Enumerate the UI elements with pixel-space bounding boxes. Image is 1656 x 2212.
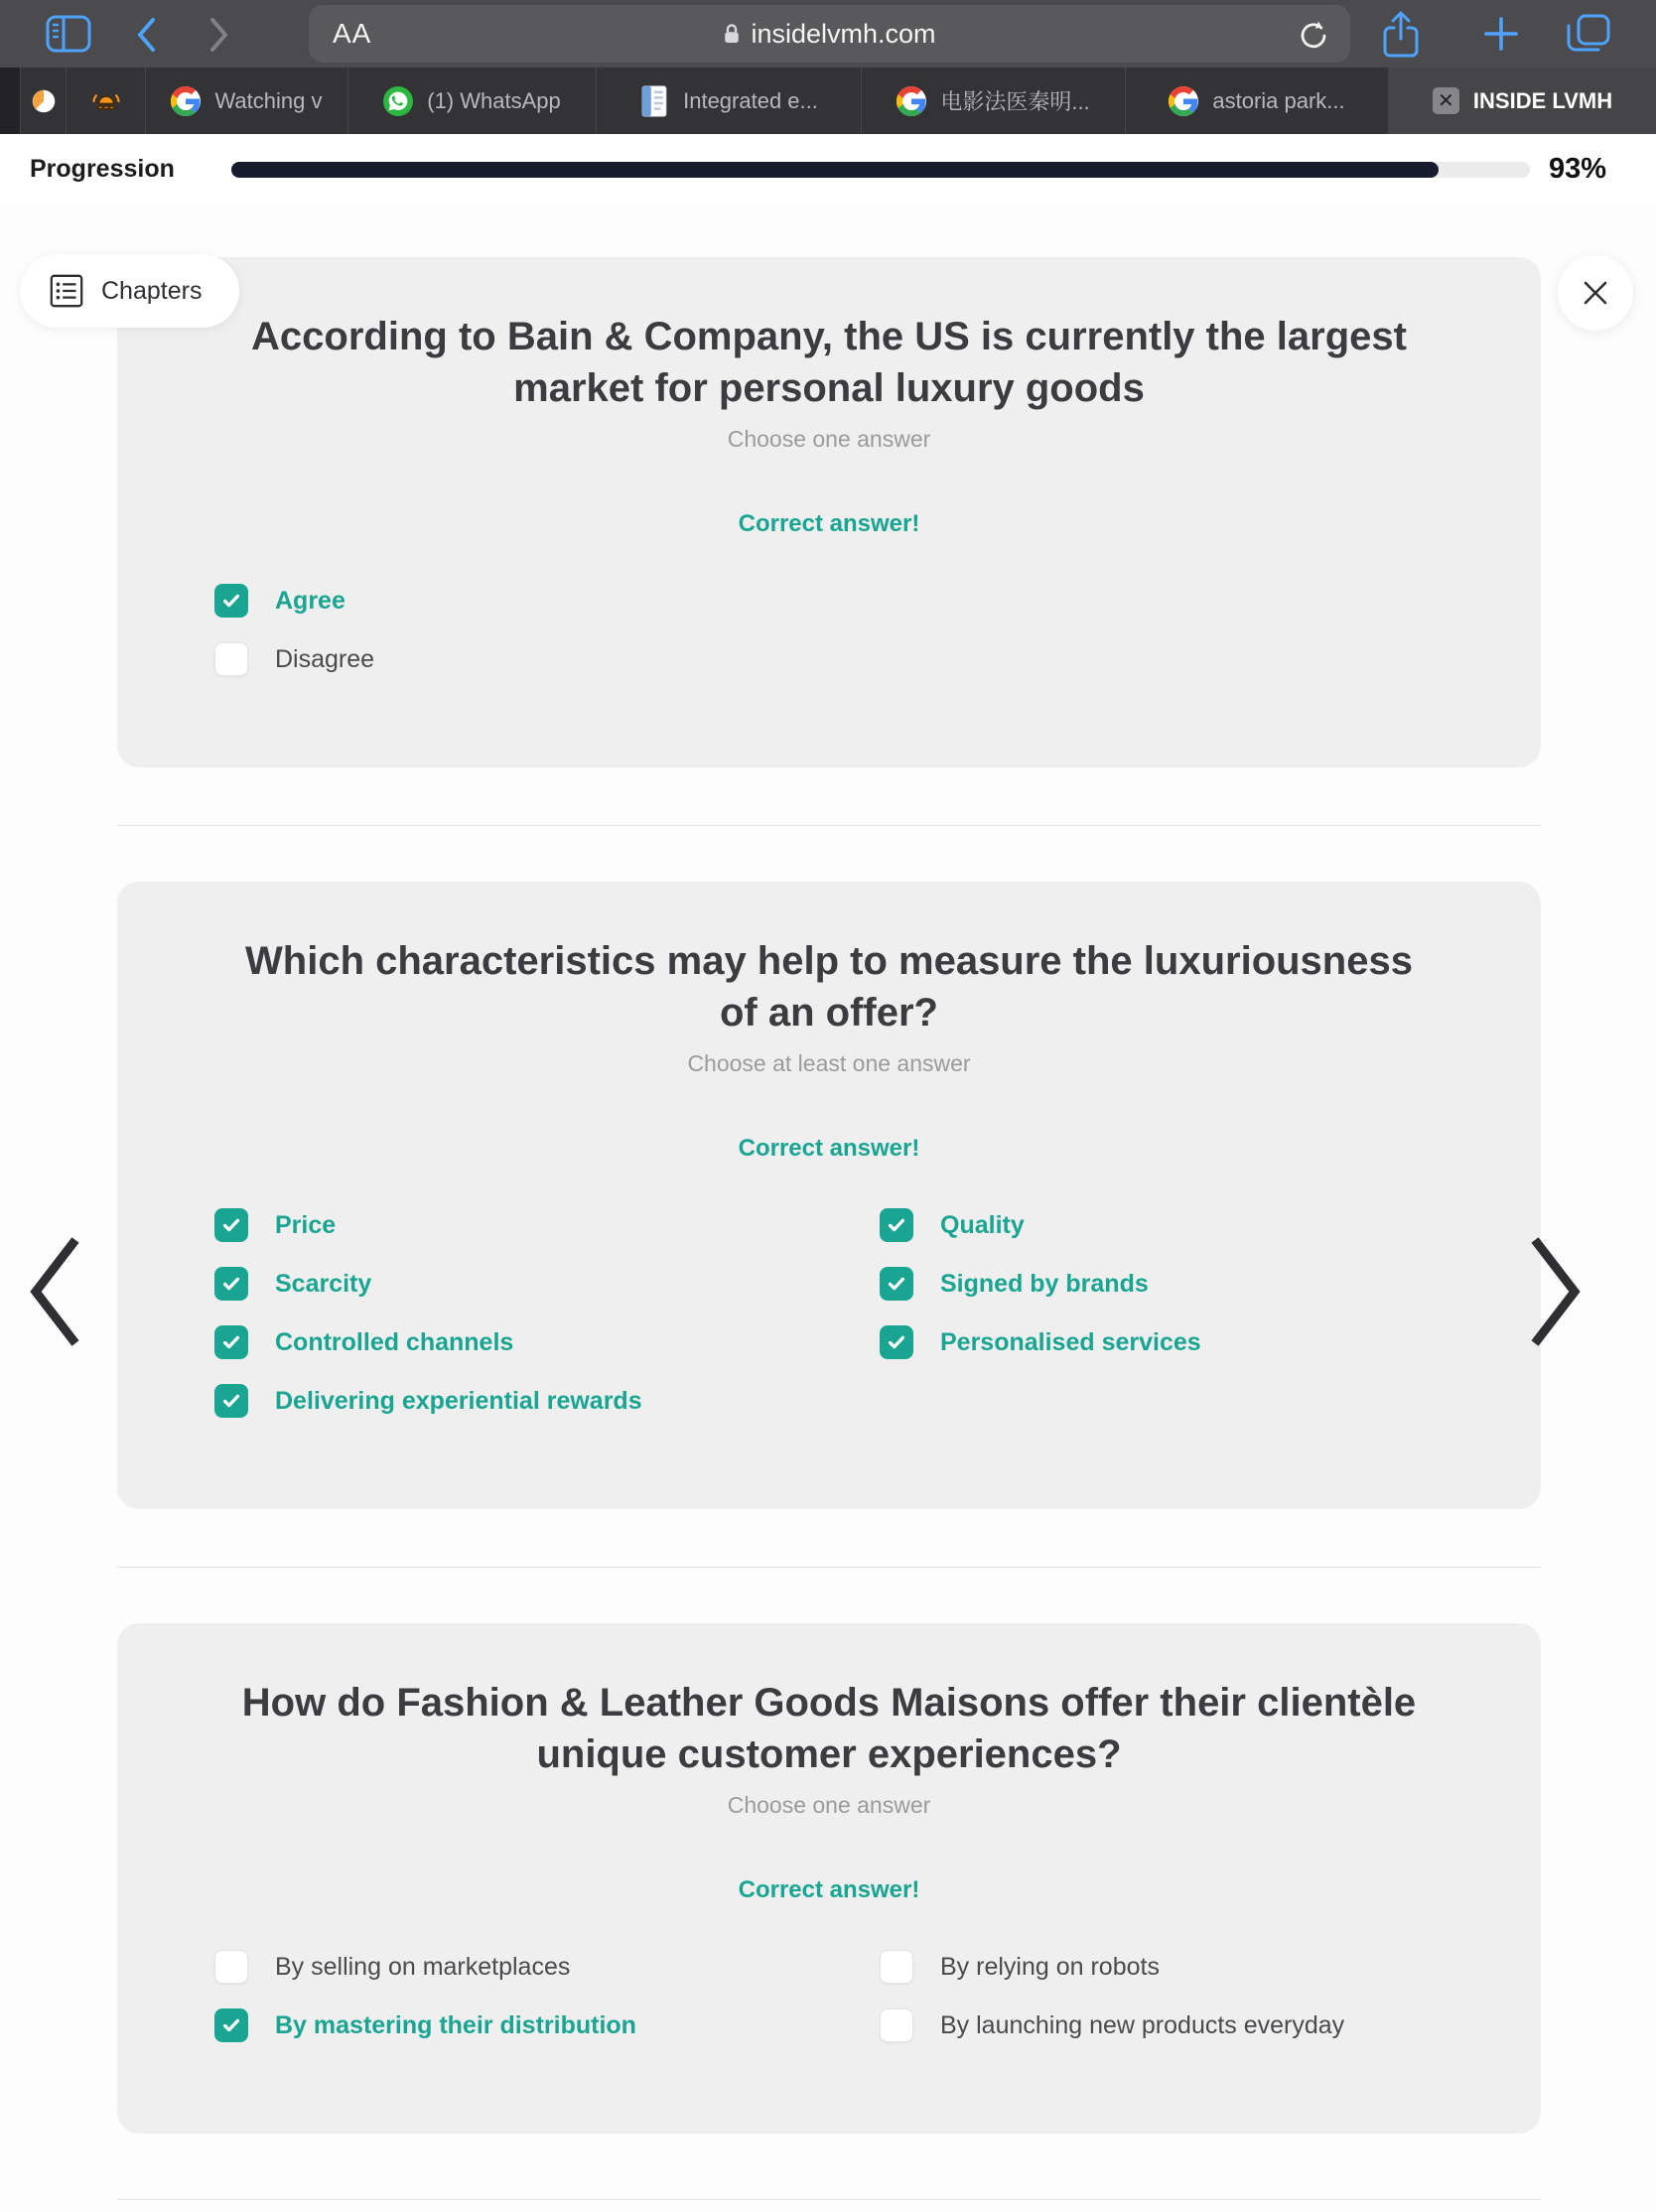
tab-title: 电影法医秦明... <box>940 89 1090 114</box>
answer-option-label[interactable]: By relying on robots <box>940 1952 1160 1981</box>
share-icon[interactable] <box>1382 11 1420 59</box>
answer-option-label[interactable]: Delivering experiential rewards <box>275 1386 642 1415</box>
progression-label: Progression <box>30 155 175 183</box>
section-divider <box>117 1567 1541 1568</box>
answer-option-label[interactable]: Agree <box>275 586 345 615</box>
answer-option[interactable] <box>214 1950 880 1984</box>
tab[interactable] <box>21 68 67 134</box>
question-cards <box>0 257 1656 2200</box>
progress-bar-fill <box>231 162 1439 178</box>
checkbox-checked-icon[interactable] <box>214 584 248 618</box>
google-icon <box>897 86 926 116</box>
answer-option-label[interactable]: Scarcity <box>275 1269 372 1298</box>
answer-option[interactable] <box>214 2008 880 2042</box>
checkbox-checked-icon[interactable] <box>214 1267 248 1301</box>
checkbox-checked-icon[interactable] <box>880 1208 913 1242</box>
url-text: insidelvmh.com <box>751 18 936 49</box>
answer-option-label[interactable]: Disagree <box>275 644 375 673</box>
answer-option[interactable] <box>214 1384 880 1418</box>
forward-icon[interactable] <box>208 17 230 53</box>
options-column <box>214 584 880 676</box>
lock-icon <box>723 22 741 46</box>
close-button[interactable] <box>1558 255 1633 331</box>
checkbox-checked-icon[interactable] <box>214 2008 248 2042</box>
new-tab-icon[interactable] <box>1483 16 1519 52</box>
safari-toolbar <box>0 0 1656 68</box>
answer-option-label[interactable]: Price <box>275 1210 337 1239</box>
tab[interactable] <box>146 68 348 134</box>
tab[interactable] <box>597 68 862 134</box>
reload-icon[interactable] <box>1299 19 1328 56</box>
question-title: How do Fashion & Leather Goods Maisons offer their clientèle unique customer experiences? <box>241 1681 1417 1776</box>
address-bar[interactable] <box>309 5 1350 63</box>
correct-answer-label: Correct answer! <box>738 510 920 537</box>
tab-title: INSIDE LVMH <box>1472 87 1613 113</box>
checkbox-unchecked-icon[interactable] <box>880 1950 913 1984</box>
options-column <box>880 1208 1481 1418</box>
answer-option-label[interactable]: Quality <box>940 1210 1025 1239</box>
list-icon <box>48 272 85 310</box>
tab[interactable] <box>0 68 21 134</box>
question-subtitle: Choose one answer <box>727 426 931 452</box>
answer-option-label[interactable]: Controlled channels <box>275 1327 514 1356</box>
options-area <box>117 584 1541 676</box>
whatsapp-icon <box>383 86 413 116</box>
answer-option[interactable] <box>880 2008 1481 2042</box>
progress-bar <box>231 162 1530 178</box>
answer-option[interactable] <box>214 642 880 676</box>
quiz-content <box>0 205 1656 2212</box>
previous-page-chevron[interactable] <box>26 1236 81 1347</box>
answer-option-label[interactable]: By launching new products everyday <box>940 2010 1345 2039</box>
answer-option-label[interactable]: Signed by brands <box>940 1269 1149 1298</box>
answer-option[interactable] <box>880 1208 1481 1242</box>
bell-icon <box>91 86 121 116</box>
answer-option[interactable] <box>214 1325 880 1359</box>
question-title: According to Bain & Company, the US is currently the largest market for personal luxury goods <box>251 315 1407 410</box>
options-column <box>214 1208 880 1418</box>
close-icon <box>1579 276 1612 310</box>
options-column <box>214 1950 880 2042</box>
checkbox-unchecked-icon[interactable] <box>214 1950 248 1984</box>
options-column <box>880 584 1481 676</box>
sidebar-toggle-icon[interactable] <box>46 15 91 53</box>
tab-active[interactable] <box>1389 68 1656 134</box>
options-area <box>117 1950 1541 2042</box>
reader-view-button[interactable]: AA <box>333 18 372 49</box>
answer-option[interactable] <box>880 1325 1481 1359</box>
checkbox-checked-icon[interactable] <box>880 1325 913 1359</box>
checkbox-unchecked-icon[interactable] <box>214 642 248 676</box>
tab[interactable] <box>862 68 1126 134</box>
tab-close-icon[interactable]: ✕ <box>1433 87 1459 114</box>
question-card <box>117 257 1541 767</box>
answer-option[interactable] <box>880 1267 1481 1301</box>
checkbox-checked-icon[interactable] <box>214 1325 248 1359</box>
section-divider <box>117 2199 1541 2200</box>
checkbox-checked-icon[interactable] <box>214 1384 248 1418</box>
answer-option[interactable] <box>214 584 880 618</box>
question-subtitle: Choose one answer <box>727 1792 931 1818</box>
tab-bar <box>0 68 1656 134</box>
google-icon <box>171 86 201 116</box>
answer-option[interactable] <box>880 1950 1481 1984</box>
answer-option[interactable] <box>214 1267 880 1301</box>
chapters-label: Chapters <box>101 276 203 305</box>
chapters-button[interactable] <box>20 254 239 328</box>
partial-circle-icon <box>29 86 59 116</box>
progress-percent: 93% <box>1549 153 1607 185</box>
question-title: Which characteristics may help to measure the luxuriousness of an offer? <box>245 939 1413 1035</box>
back-icon[interactable] <box>135 17 157 53</box>
question-card <box>117 1623 1541 2134</box>
correct-answer-label: Correct answer! <box>738 1135 920 1162</box>
tab[interactable] <box>67 68 146 134</box>
question-subtitle: Choose at least one answer <box>687 1050 971 1076</box>
checkbox-checked-icon[interactable] <box>214 1208 248 1242</box>
google-icon <box>1169 86 1198 116</box>
answer-option-label[interactable]: By mastering their distribution <box>275 2010 636 2039</box>
answer-option-label[interactable]: By selling on marketplaces <box>275 1952 571 1981</box>
options-area <box>117 1208 1541 1418</box>
tab-title: Integrated e... <box>683 87 818 113</box>
tab-title: (1) WhatsApp <box>427 87 561 113</box>
checkbox-checked-icon[interactable] <box>880 1267 913 1301</box>
section-divider <box>117 825 1541 826</box>
tab[interactable] <box>1126 68 1389 134</box>
answer-option-label[interactable]: Personalised services <box>940 1327 1201 1356</box>
progression-row <box>0 134 1656 205</box>
document-icon <box>639 86 669 116</box>
question-card <box>117 882 1541 1509</box>
options-column <box>880 1950 1481 2042</box>
next-page-chevron[interactable] <box>1529 1236 1585 1347</box>
tab-title: astoria park... <box>1212 87 1345 113</box>
checkbox-unchecked-icon[interactable] <box>880 2008 913 2042</box>
correct-answer-label: Correct answer! <box>738 1876 920 1903</box>
tab-title: Watching v <box>214 87 323 113</box>
tabs-overview-icon[interactable] <box>1567 14 1610 54</box>
tab[interactable] <box>348 68 597 134</box>
answer-option[interactable] <box>214 1208 880 1242</box>
